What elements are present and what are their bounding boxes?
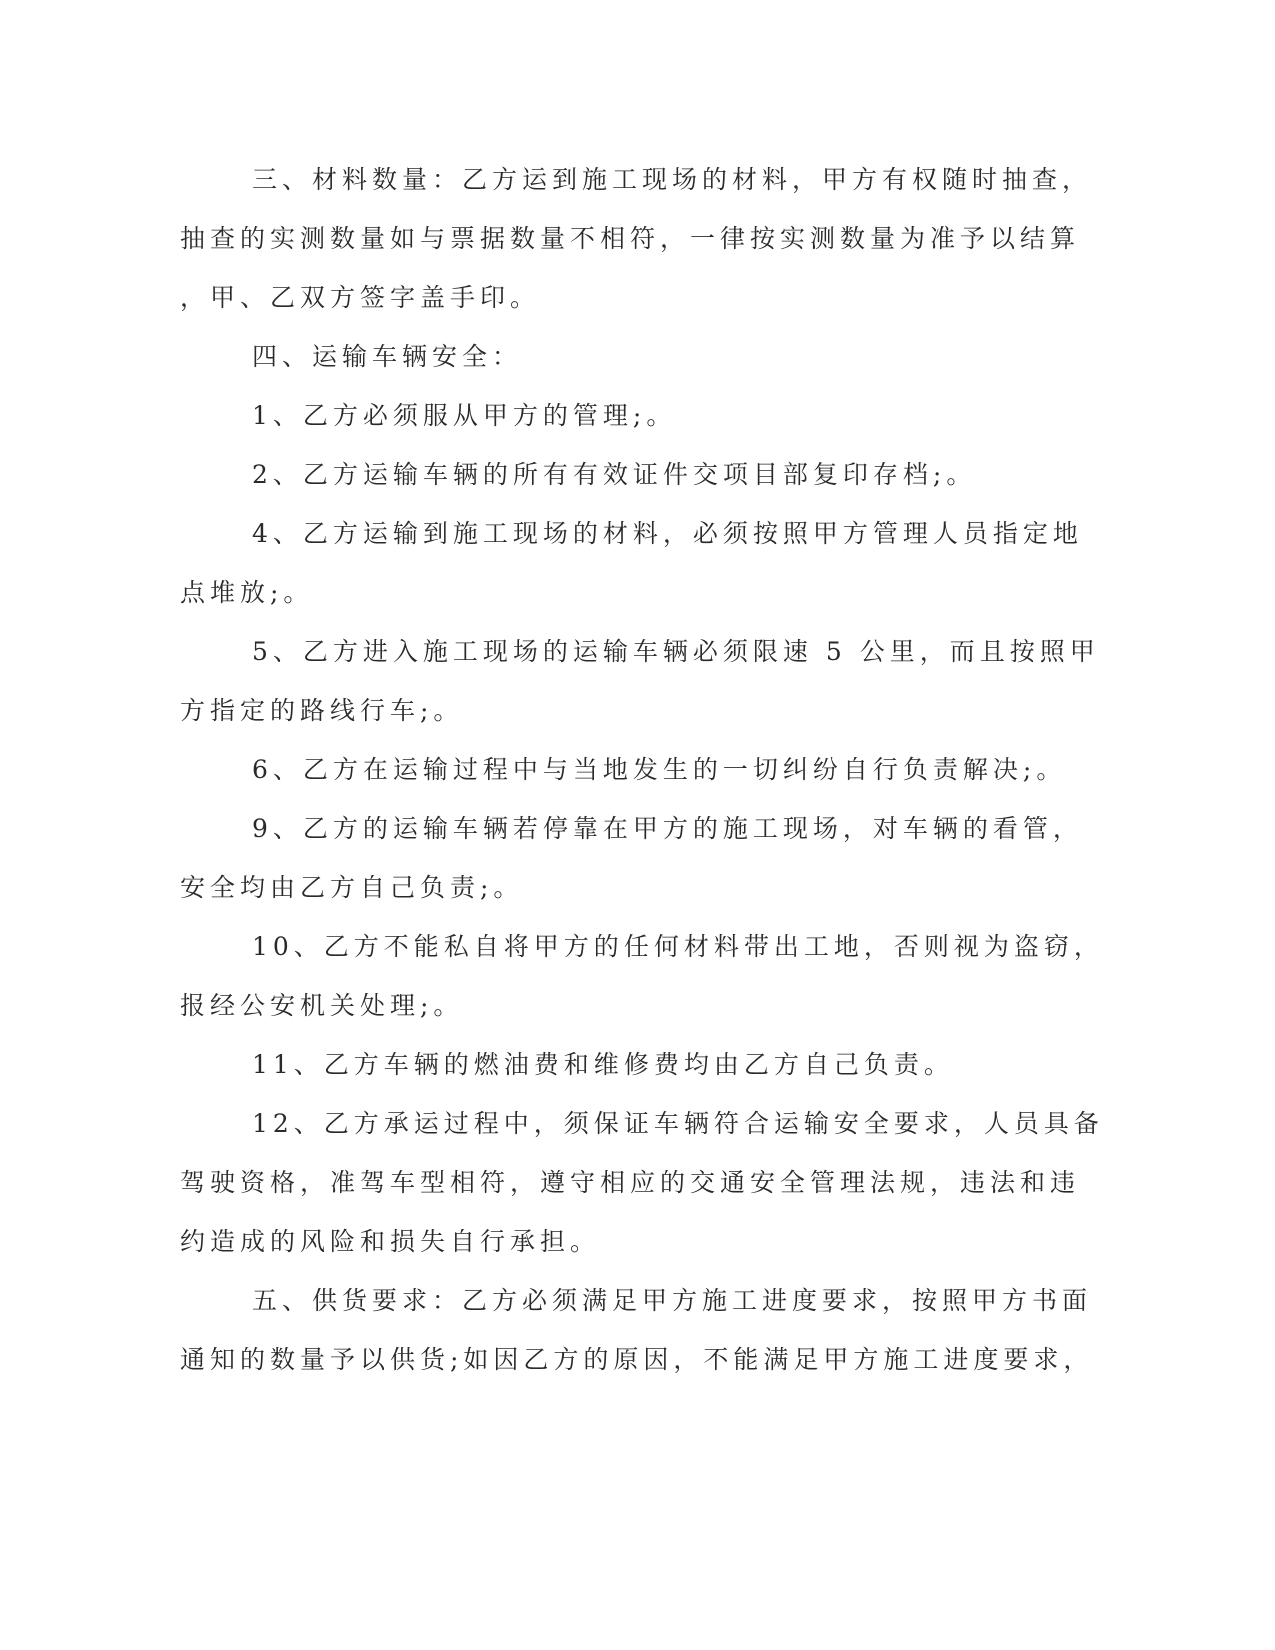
text-line: ，甲、乙双方签字盖手印。 [180, 283, 541, 312]
list-item-1: 1、乙方必须服从甲方的管理;。 [252, 401, 677, 430]
document-page [180, 150, 1104, 1389]
section-heading-supply-requirements: 五、供货要求：乙方必须满足甲方施工进度要求，按照甲方书面 [252, 1286, 1093, 1315]
list-item-10: 10、乙方不能私自将甲方的任何材料带出工地，否则视为盗窃， [252, 932, 1104, 961]
text-line-materials-quantity: 三、材料数量：乙方运到施工现场的材料，甲方有权随时抽查， [252, 165, 1093, 194]
text-line: 抽查的实测数量如与票据数量不相符，一律按实测数量为准予以结算 [180, 224, 1081, 253]
list-item-5: 5、乙方进入施工现场的运输车辆必须限速 5 公里，而且按照甲 [252, 637, 1100, 666]
text-line: 驾驶资格，准驾车型相符，遵守相应的交通安全管理法规，违法和违 [180, 1168, 1081, 1197]
text-line: 通知的数量予以供货;如因乙方的原因，不能满足甲方施工进度要求， [180, 1345, 1094, 1374]
list-item-11: 11、乙方车辆的燃油费和维修费均由乙方自己负责。 [252, 1050, 954, 1079]
text-line: 报经公安机关处理;。 [180, 991, 464, 1020]
list-item-2: 2、乙方运输车辆的所有有效证件交项目部复印存档;。 [252, 460, 977, 489]
text-line: 安全均由乙方自己负责;。 [180, 873, 524, 902]
text-line: 点堆放;。 [180, 578, 314, 607]
text-line: 方指定的路线行车;。 [180, 696, 464, 725]
list-item-12: 12、乙方承运过程中，须保证车辆符合运输安全要求，人员具备 [252, 1109, 1104, 1138]
list-item-4: 4、乙方运输到施工现场的材料，必须按照甲方管理人员指定地 [252, 519, 1083, 548]
section-heading-vehicle-safety: 四、运输车辆安全： [252, 342, 523, 371]
list-item-9: 9、乙方的运输车辆若停靠在甲方的施工现场，对车辆的看管， [252, 814, 1083, 843]
text-line: 约造成的风险和损失自行承担。 [180, 1227, 601, 1256]
list-item-6: 6、乙方在运输过程中与当地发生的一切纠纷自行负责解决;。 [252, 755, 1067, 784]
